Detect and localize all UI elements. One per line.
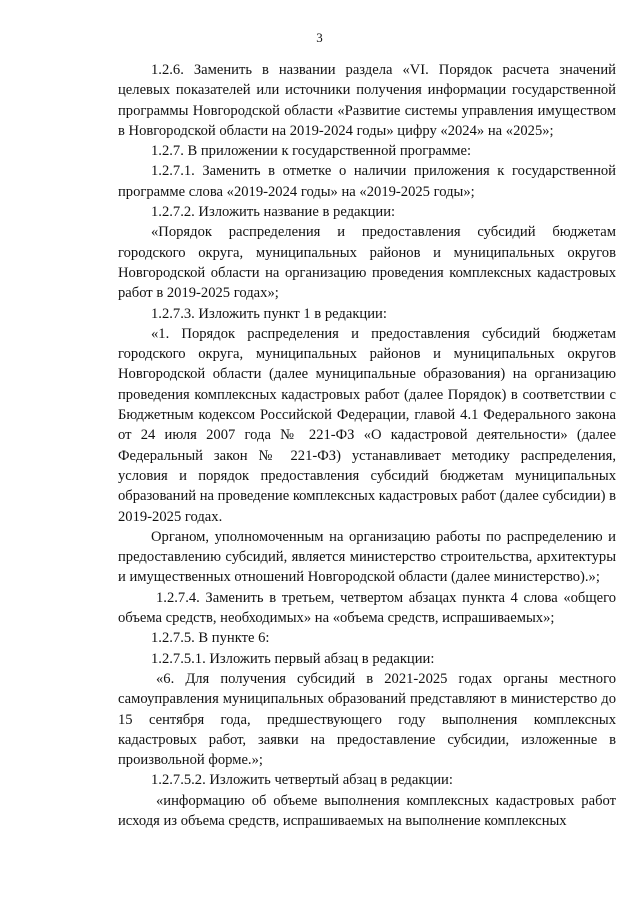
paragraph: 1.2.7.5. В пункте 6: — [151, 630, 270, 647]
paragraph: 1.2.6. Заменить в названии раздела «VI. Порядок расчета значений целевых показателей или источники получения информации государственной программы Новгородской области «Развитие системы управления имуществом в Новгородской области на 2019-2024 годы» цифру «2024» на «2025»; — [118, 62, 616, 139]
paragraph: 1.2.7.4. Заменить в третьем, четвертом абзацах пункта 4 слова «общего объема средств, необходимых» на «объема средств, испрашиваемых»; — [118, 589, 616, 627]
document-body — [118, 60, 616, 831]
paragraph: «6. Для получения субсидий в 2021-2025 годах органы местного самоуправления муниципальных образований представляют в министерство до 15 сентября года, предшествующего году выполнения комплексных кадастровых работ, заявки на предоставление субсидии, изложенные в произвольной форме.»; — [118, 670, 616, 769]
paragraph: 1.2.7.2. Изложить название в редакции: — [151, 204, 396, 221]
paragraph: 1.2.7.1. Заменить в отметке о наличии приложения к государственной программе слова «2019-2024 годы» на «2019-2025 годы»; — [118, 163, 616, 200]
paragraph: 1.2.7.3. Изложить пункт 1 в редакции: — [151, 305, 387, 322]
paragraph: 1.2.7.5.1. Изложить первый абзац в редакции: — [151, 650, 435, 667]
paragraph: Органом, уполномоченным на организацию работы по распределению и предоставлению субсидий, является министерство строительства, архитектуры и имущественных отношений Новгородской области (далее министерство).»; — [118, 528, 616, 586]
paragraph: «информацию об объеме выполнения комплексных кадастровых работ исходя из объема средств, испрашиваемых на выполнение комплексных — [118, 792, 616, 829]
paragraph: 1.2.7.5.2. Изложить четвертый абзац в редакции: — [151, 772, 453, 789]
paragraph: «Порядок распределения и предоставления субсидий бюджетам городского округа, муниципальных районов и муниципальных округов Новгородской области на организацию проведения комплексных кадастровых работ в 2019-2025 годах»; — [118, 224, 616, 302]
paragraph: «1. Порядок распределения и предоставления субсидий бюджетам городского округа, муниципальных районов и муниципальных округов Новгородской области (далее муниципальные образования) на организацию проведения комплексных кадастровых работ (далее Порядок) в соответствии с Бюджетным кодексом Российской Федерации, главой 4.1 Федерального закона от 24 июля 2007 года № 221-ФЗ «О кадастровой деятельности» (далее Федеральный закон № 221-ФЗ) устанавливает методику распределения, условия и порядок предоставления субсидий бюджетам муниципальных образований на проведение комплексных кадастровых работ (далее субсидии) в 2019-2025 годах. — [118, 325, 616, 525]
paragraph: 1.2.7. В приложении к государственной программе: — [151, 143, 472, 160]
page-number: 3 — [316, 30, 323, 45]
